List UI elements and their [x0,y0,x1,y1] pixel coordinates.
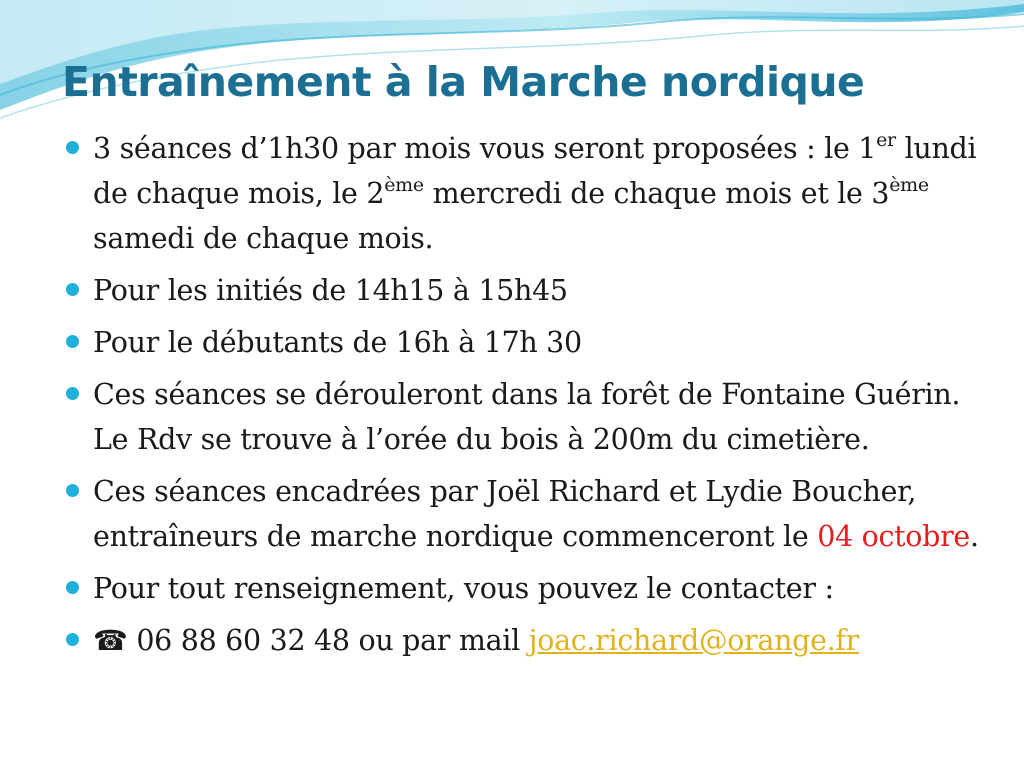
bullet-text: 3 séances d’1h30 par mois vous seront proposées : le 1 [93,132,877,165]
superscript: ème [889,174,929,196]
bullet-coaches [62,469,1002,559]
bullet-location [62,372,1002,462]
bullet-contact [62,618,1002,663]
superscript: er [876,129,896,151]
slide-title: Entraînement à la Marche nordique [62,58,865,106]
bullet-dot-icon [66,633,79,646]
phone-icon: ☎ [93,624,128,657]
bullet-dot-icon [66,335,79,348]
bullet-dot-icon [66,484,79,497]
bullet-text: Ces séances se dérouleront dans la forêt de Fontaine Guérin. Le Rdv se trouve à l’orée du bois à 200m du cimetière. [93,378,961,456]
bullet-sessions [62,126,1002,261]
email-link[interactable]: joac.richard@orange.fr [528,624,859,657]
start-date: 04 octobre [817,520,970,553]
bullet-list [62,126,1002,670]
bullet-beginners [62,320,1002,365]
bullet-text: Pour les initiés de 14h15 à 15h45 [93,274,568,307]
bullet-text: lundi de chaque mois, le 2 [93,132,977,210]
contact-text: 06 88 60 32 48 ou par mail [127,624,529,657]
bullet-dot-icon [66,283,79,296]
bullet-dot-icon [66,141,79,154]
bullet-text: samedi de chaque mois. [93,222,434,255]
bullet-text: Pour tout renseignement, vous pouvez le contacter : [93,572,834,605]
bullet-initiated [62,268,1002,313]
bullet-dot-icon [66,581,79,594]
bullet-text: Pour le débutants de 16h à 17h 30 [93,326,582,359]
superscript: ème [384,174,424,196]
bullet-text: . [969,520,979,553]
bullet-text: mercredi de chaque mois et le 3 [423,177,890,210]
bullet-dot-icon [66,387,79,400]
bullet-text: Ces séances encadrées par Joël Richard et Lydie Boucher, entraîneurs de marche nordique commenceront le [93,475,917,553]
bullet-info [62,566,1002,611]
